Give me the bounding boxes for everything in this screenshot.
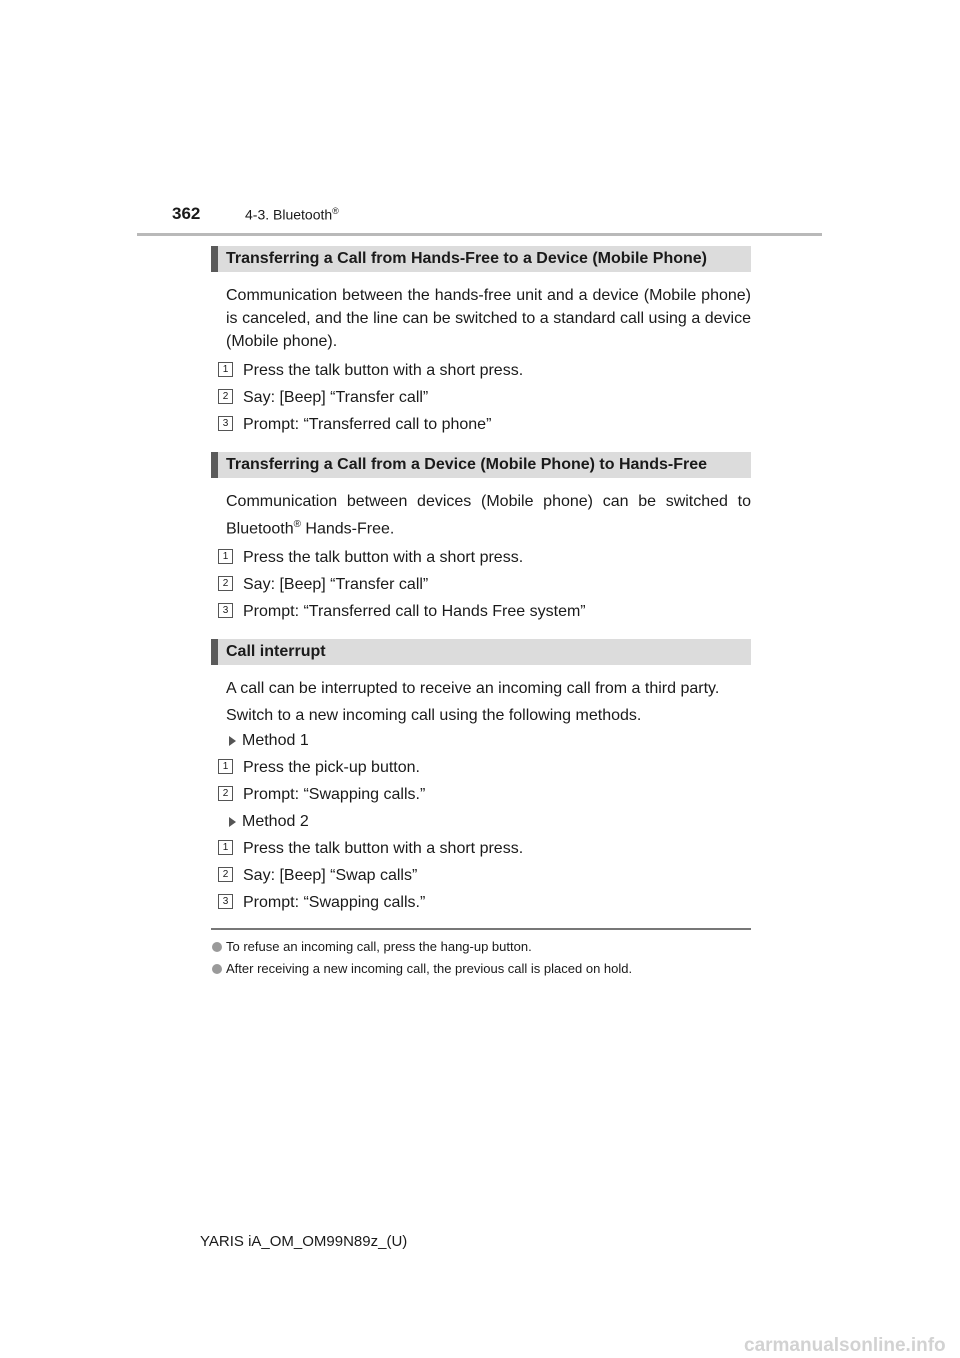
registered-mark: ® bbox=[332, 206, 339, 216]
method-label: Method 1 bbox=[242, 732, 309, 750]
step-item bbox=[211, 754, 751, 781]
step-number: 2 bbox=[218, 867, 233, 882]
intro-text-end: Hands-Free. bbox=[300, 520, 395, 538]
method-label: Method 2 bbox=[242, 813, 309, 831]
intro-text: Communication between devices (Mobile phone) can be switched to Bluetooth bbox=[226, 493, 751, 538]
section-intro bbox=[211, 490, 751, 540]
step-number: 3 bbox=[218, 416, 233, 431]
step-number: 1 bbox=[218, 549, 233, 564]
step-number: 3 bbox=[218, 894, 233, 909]
note-item bbox=[211, 936, 751, 958]
section-title: Call interrupt bbox=[211, 639, 751, 665]
method-heading bbox=[211, 808, 751, 835]
bullet-icon bbox=[212, 942, 222, 952]
step-number: 3 bbox=[218, 603, 233, 618]
watermark: carmanualsonline.info bbox=[744, 1335, 946, 1356]
step-text: Prompt: “Transferred call to phone” bbox=[243, 416, 492, 433]
step-list bbox=[211, 357, 751, 438]
step-item bbox=[211, 862, 751, 889]
section-title: Transferring a Call from a Device (Mobile Phone) to Hands-Free bbox=[211, 452, 751, 478]
step-text: Prompt: “Swapping calls.” bbox=[243, 894, 426, 912]
step-number: 1 bbox=[218, 759, 233, 774]
step-text: Prompt: “Swapping calls.” bbox=[243, 786, 426, 804]
step-item bbox=[211, 544, 751, 571]
footer-doc-code: YARIS iA_OM_OM99N89z_(U) bbox=[200, 1233, 408, 1250]
bullet-icon bbox=[212, 964, 222, 974]
page-content bbox=[211, 246, 751, 980]
section-title: Transferring a Call from Hands-Free to a Device (Mobile Phone) bbox=[211, 246, 751, 272]
triangle-arrow-icon bbox=[229, 817, 236, 827]
note-text: After receiving a new incoming call, the previous call is placed on hold. bbox=[226, 961, 633, 977]
step-text: Press the talk button with a short press. bbox=[243, 549, 524, 567]
step-number: 2 bbox=[218, 389, 233, 404]
step-text: Prompt: “Transferred call to Hands Free system” bbox=[243, 603, 586, 621]
section-intro: A call can be interrupted to receive an incoming call from a third party. bbox=[226, 680, 720, 698]
step-item bbox=[211, 571, 751, 598]
step-item bbox=[211, 384, 751, 411]
step-number: 2 bbox=[218, 786, 233, 801]
step-text: Press the talk button with a short press. bbox=[243, 362, 524, 379]
step-text: Press the talk button with a short press. bbox=[243, 840, 524, 858]
step-item bbox=[211, 781, 751, 808]
step-item bbox=[211, 411, 751, 438]
section-intro: Switch to a new incoming call using the following methods. bbox=[226, 707, 642, 725]
step-item bbox=[211, 835, 751, 862]
step-item bbox=[211, 598, 751, 625]
step-number: 1 bbox=[218, 840, 233, 855]
notes-divider bbox=[211, 928, 751, 930]
registered-mark: ® bbox=[293, 519, 301, 530]
step-text: Press the pick-up button. bbox=[243, 759, 420, 777]
page-number: 362 bbox=[172, 204, 201, 223]
step-list bbox=[211, 544, 751, 625]
step-text: Say: [Beep] “Swap calls” bbox=[243, 867, 418, 885]
chapter-heading bbox=[245, 206, 339, 223]
step-number: 1 bbox=[218, 362, 233, 377]
step-item bbox=[211, 357, 751, 384]
chapter-title: 4-3. Bluetooth bbox=[245, 206, 333, 223]
method-heading bbox=[211, 727, 751, 754]
header-rule bbox=[137, 233, 822, 236]
note-text: To refuse an incoming call, press the hang-up button. bbox=[226, 939, 532, 955]
notes-list bbox=[211, 936, 751, 980]
note-item bbox=[211, 958, 751, 980]
step-item bbox=[211, 889, 751, 916]
step-number: 2 bbox=[218, 576, 233, 591]
step-text: Say: [Beep] “Transfer call” bbox=[243, 576, 429, 594]
triangle-arrow-icon bbox=[229, 736, 236, 746]
section-intro: Communication between the hands-free unit and a device (Mobile phone) is canceled, and the line can be switched to a standard call using a device (Mobile phone). bbox=[226, 287, 751, 350]
step-text: Say: [Beep] “Transfer call” bbox=[243, 389, 429, 406]
